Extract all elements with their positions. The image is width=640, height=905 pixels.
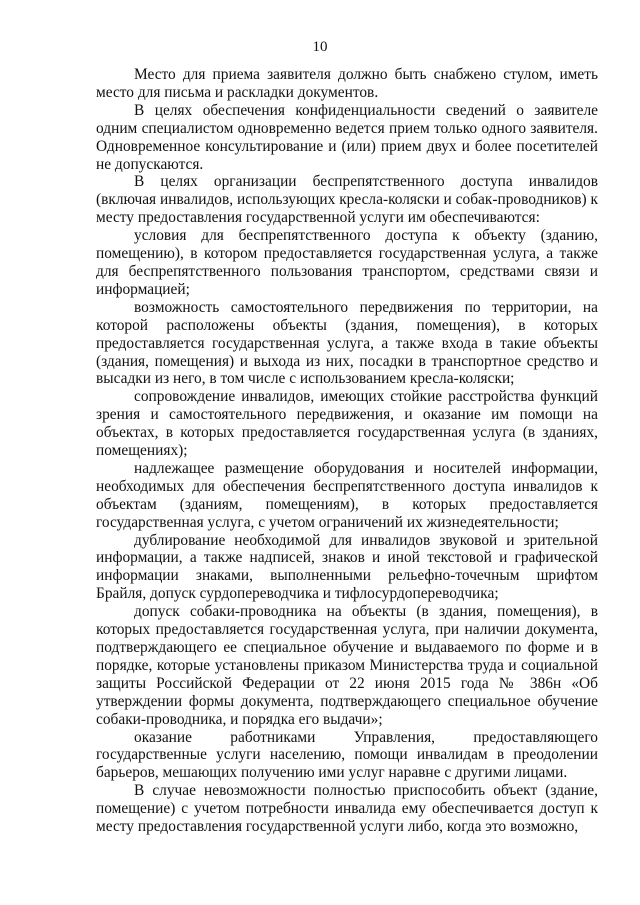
list-item-escort: сопровождение инвалидов, имеющих стойкие расстройства функций зрения и самостоятельного передвижения, и оказание им помощи на объектах, в которых предоставляется государственная услуга (в зданиях, помещениях); <box>96 388 598 460</box>
paragraph-seating: Место для приема заявителя должно быть снабжено стулом, иметь место для письма и раскладки документов. <box>96 66 598 101</box>
paragraph-adaptation-impossible: В случае невозможности полностью приспособить объект (здание, помещение) с учетом потребности инвалида ему обеспечивается доступ к месту предоставления государственной услуги либо, когда это возможно, <box>96 782 598 836</box>
paragraph-confidentiality: В целях обеспечения конфиденциальности сведений о заявителе одним специалистом одновременно ведется прием только одного заявителя. Одновременное консультирование и (или) прием двух и более посетителей не допускаются. <box>96 101 598 173</box>
list-item-access-conditions: условия для беспрепятственного доступа к объекту (зданию, помещению), в котором предоставляется государственная услуга, а также для беспрепятственного пользования транспортом, средствами связи и информацией; <box>96 227 598 298</box>
list-item-information-duplication: дублирование необходимой для инвалидов звуковой и зрительной информации, а также надписей, знаков и иной текстовой и графической информации знаками, выполненными рельефно-точечным шрифтом Брайля, допуск сурдопереводчика и тифлосурдопереводчика; <box>96 531 598 603</box>
document-body <box>96 66 598 836</box>
list-item-staff-assistance: оказание работниками Управления, предоставляющего государственные услуги населению, помощи инвалидам в преодолении барьеров, мешающих получению ими услуг наравне с другими лицами. <box>96 728 598 782</box>
list-item-independent-movement: возможность самостоятельного передвижения по территории, на которой расположены объекты (здания, помещения), в которых предоставляется государственная услуга, а также входа в такие объекты (здания, помещения) и выхода из них, посадки в транспортное средство и высадки из него, в том числе с использованием кресла-коляски; <box>96 298 598 388</box>
page-number: 10 <box>312 39 328 55</box>
list-item-equipment-placement: надлежащее размещение оборудования и носителей информации, необходимых для обеспечения беспрепятственного доступа инвалидов к объектам (зданиям, помещениям), в которых предоставляется государственная услуга, с учетом ограничений их жизнедеятельности; <box>96 459 598 531</box>
paragraph-accessibility-intro: В целях организации беспрепятственного доступа инвалидов (включая инвалидов, использующих кресла-коляски и собак-проводников) к месту предоставления государственной услуги им обеспечиваются: <box>96 173 598 227</box>
list-item-guide-dog-admission: допуск собаки-проводника на объекты (в здания, помещения), в которых предоставляется государственная услуга, при наличии документа, подтверждающего ее специальное обучение и выдаваемого по форме и в порядке, которые установлены приказом Министерства труда и социальной защиты Российской Федерации от 22 июня 2015 года № 386н «Об утверждении формы документа, подтверждающего специальное обучение собаки-проводника, и порядка его выдачи»; <box>96 603 598 728</box>
